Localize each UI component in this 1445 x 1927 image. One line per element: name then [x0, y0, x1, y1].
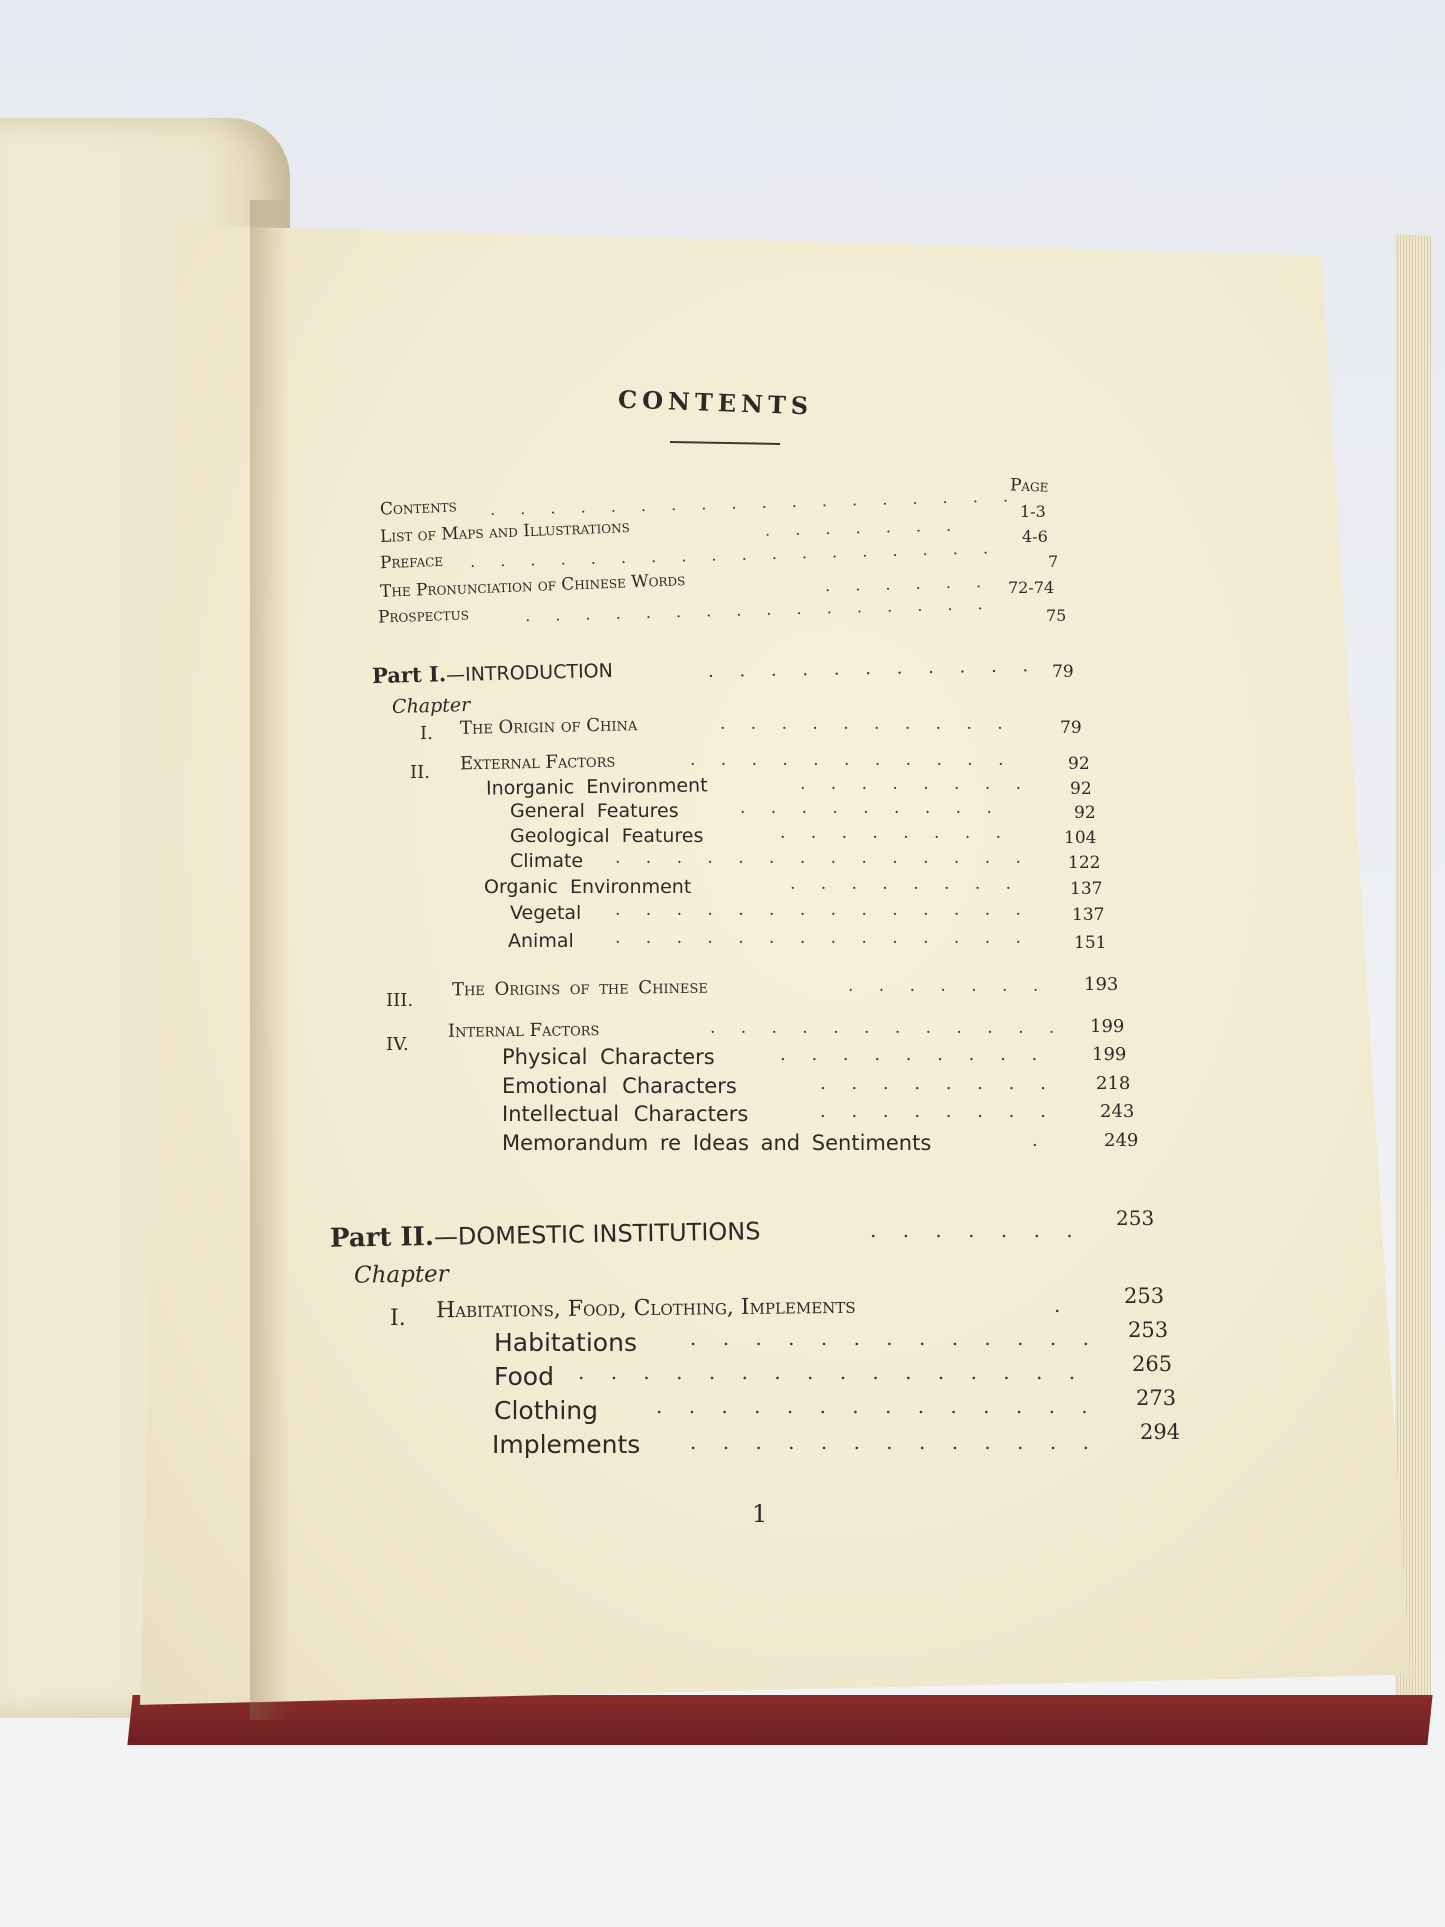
chapter-page: 79 [1060, 718, 1082, 738]
leader-dots: . . . . . . . . . . . . . [690, 1326, 1099, 1350]
subsection-page: 151 [1074, 933, 1107, 953]
part1-prefix: Part I. [371, 661, 447, 689]
leader-dots: . . . . . . . . [820, 1101, 1056, 1122]
part1-page: 79 [1052, 662, 1074, 682]
subsection-page: 243 [1100, 1101, 1135, 1122]
leader-dots: . . . . . . . . . . . . . . [615, 848, 1031, 868]
chapter-title: Habitations, Food, Clothing, Implements [435, 1293, 856, 1324]
subsection-title: Physical Characters [502, 1045, 715, 1069]
chapter-numeral: IV. [386, 1034, 409, 1055]
leader-dots: . [1032, 1130, 1048, 1151]
leader-dots: . . . . . . . . . . . . . . [656, 1394, 1098, 1418]
part2-heading [330, 1216, 761, 1254]
part1-title: —INTRODUCTION [445, 659, 614, 687]
leader-dots: . . . . . . . [870, 1218, 1083, 1242]
leader-dots: . . . . . . . . . . . . . . [615, 900, 1031, 920]
leader-dots: . . . . . . . . . [740, 798, 1002, 818]
subsection-page: 92 [1074, 803, 1096, 823]
part2-page: 253 [1116, 1206, 1155, 1230]
title-rule [670, 441, 780, 445]
leader-dots: . . . . . . . . [820, 1073, 1056, 1094]
toc-entry-contents: Contents [379, 496, 458, 520]
part2-title: —DOMESTIC INSTITUTIONS [433, 1217, 761, 1251]
chapter-numeral: I. [420, 723, 433, 744]
subsection-title: Animal [508, 930, 574, 952]
subsection-title: Clothing [494, 1396, 599, 1425]
subsection-title: Intellectual Characters [502, 1102, 749, 1126]
page-title: CONTENTS [617, 384, 814, 421]
section-title: Organic Environment [484, 876, 692, 898]
part2-prefix: Part II. [329, 1221, 435, 1254]
page-column-header: Page [1009, 475, 1049, 497]
chapter-title: Internal Factors [447, 1019, 600, 1042]
leader-dots: . . . . . . . [848, 976, 1049, 996]
leader-dots: . . . . . . [824, 571, 992, 596]
subsection-page: 273 [1136, 1386, 1177, 1410]
toc-page-pronunciation: 72-74 [1008, 578, 1055, 597]
subsection-page: 122 [1068, 853, 1101, 873]
leader-dots: . . . . . . . . [790, 874, 1022, 894]
leader-dots: . . . . . . . . . . . . . [690, 1430, 1099, 1454]
chapter-page: 193 [1084, 974, 1119, 995]
subsection-title: Habitations [494, 1328, 637, 1357]
leader-dots: . . . . . . . . . . . [707, 655, 1039, 682]
leader-dots: . . . . . . . . [800, 774, 1032, 794]
subsection-title: Food [494, 1362, 554, 1391]
chapter-numeral: II. [410, 762, 430, 783]
leader-dots: . . . . . . . . . . . . . . . . [578, 1360, 1086, 1384]
subsection-title: Vegetal [510, 902, 582, 924]
subsection-page: 249 [1104, 1130, 1139, 1151]
part1-chapter-label: Chapter [391, 693, 471, 719]
leader-dots: . . . . . . . . . . . . . . [615, 928, 1031, 948]
part1-heading [372, 657, 613, 688]
subsection-title: Climate [510, 850, 584, 872]
toc-page-prospectus: 75 [1046, 606, 1067, 625]
toc-page-contents: 1-3 [1020, 502, 1046, 521]
leader-dots: . . . . . . . . . . . . . . . . [524, 593, 993, 626]
part2-chapter-label: Chapter [353, 1261, 449, 1289]
toc-entry-maps: List of Maps and Illustrations [379, 516, 631, 548]
chapter-title: The Origins of the Chinese [451, 976, 708, 1001]
toc-entry-preface: Preface [379, 550, 444, 574]
chapter-page: 199 [1090, 1016, 1125, 1037]
chapter-page: 92 [1068, 754, 1090, 774]
toc-entry-pronunciation: The Pronunciation of Chinese Words [379, 570, 686, 602]
subsection-title: Emotional Characters [502, 1074, 737, 1098]
chapter-title: External Factors [459, 750, 616, 775]
leader-dots: . . . . . . . . . [780, 1044, 1048, 1065]
subsection-page: 253 [1128, 1318, 1169, 1342]
subsection-page: 294 [1140, 1420, 1181, 1444]
section-page: 137 [1070, 879, 1103, 899]
chapter-numeral: I. [390, 1306, 406, 1331]
chapter-numeral: III. [386, 990, 414, 1011]
leader-dots: . [1054, 1293, 1071, 1317]
leader-dots: . . . . . . . . . . . . [710, 1018, 1065, 1038]
leader-dots: . . . . . . . [764, 515, 962, 540]
chapter-page: 253 [1124, 1284, 1165, 1308]
page-number: 1 [752, 1500, 768, 1528]
section-page: 92 [1070, 779, 1092, 799]
leader-dots: . . . . . . . . . . . . . . . . . . [469, 538, 999, 571]
subsection-page: 218 [1096, 1073, 1131, 1094]
chapter-title: The Origin of China [459, 714, 638, 739]
leader-dots: . . . . . . . . . . . . . . . . . . [489, 486, 1019, 519]
toc-page-preface: 7 [1048, 552, 1059, 571]
subsection-page: 199 [1092, 1044, 1127, 1065]
subsection-title: Memorandum re Ideas and Sentiments [502, 1131, 932, 1155]
subsection-page: 137 [1072, 905, 1105, 925]
toc-page-maps: 4-6 [1022, 527, 1048, 546]
leader-dots: . . . . . . . . . . [720, 714, 1013, 734]
subsection-page: 265 [1132, 1352, 1173, 1376]
section-title: Inorganic Environment [485, 774, 708, 800]
leader-dots: . . . . . . . . . . . [690, 750, 1014, 770]
subsection-title: General Features [510, 800, 679, 822]
subsection-title: Implements [492, 1430, 641, 1459]
subsection-page: 104 [1064, 828, 1097, 848]
leader-dots: . . . . . . . . [780, 823, 1012, 843]
subsection-title: Geological Features [510, 825, 704, 847]
toc-entry-prospectus: Prospectus [377, 604, 470, 628]
